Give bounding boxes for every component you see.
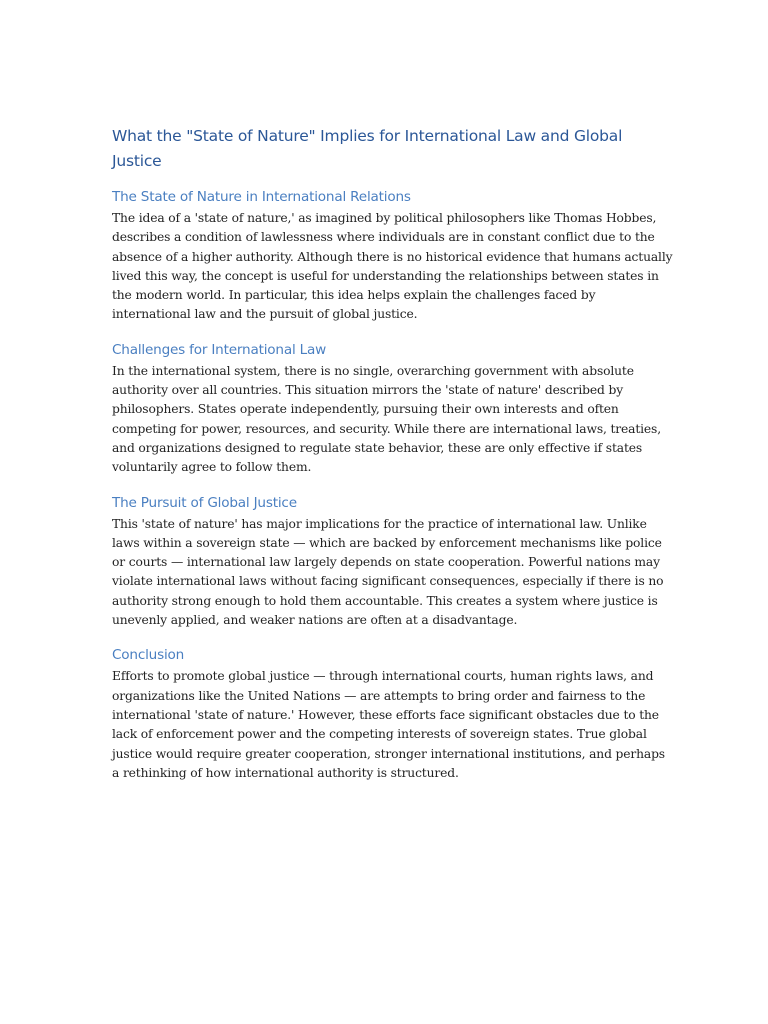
- section-paragraph: [112, 667, 665, 783]
- paragraph-line: voluntarily agree to follow them.: [112, 460, 312, 475]
- paragraph-line: laws within a sovereign state — which are backed by enforcement mechanisms like police: [112, 535, 662, 550]
- document-page: [112, 124, 673, 797]
- section-global-justice: [112, 492, 664, 631]
- paragraph-line: The idea of a 'state of nature,' as imagined by political philosophers like Thomas Hobbes,: [112, 211, 657, 225]
- section-state-of-nature: [112, 186, 673, 325]
- section-heading: Challenges for International Law: [112, 341, 327, 358]
- document-title: [112, 124, 652, 174]
- paragraph-line: Efforts to promote global justice — through international courts, human rights laws, and: [112, 669, 654, 684]
- paragraph-line: authority strong enough to hold them accountable. This creates a system where justice is: [112, 593, 658, 608]
- paragraph-line: a rethinking of how international authority is structured.: [112, 765, 459, 780]
- paragraph-line: the modern world. In particular, this idea helps explain the challenges faced by: [112, 288, 596, 303]
- paragraph-line: competing for power, resources, and security. While there are international laws, treaties,: [112, 421, 661, 436]
- paragraph-line: or courts — international law largely depends on state cooperation. Powerful nations may: [112, 555, 660, 570]
- section-heading: The Pursuit of Global Justice: [112, 494, 297, 511]
- paragraph-line: authority over all countries. This situation mirrors the 'state of nature' described by: [112, 383, 624, 398]
- paragraph-line: organizations like the United Nations — are attempts to bring order and fairness to the: [112, 688, 646, 703]
- paragraph-line: unevenly applied, and weaker nations are often at a disadvantage.: [112, 613, 518, 628]
- paragraph-line: absence of a higher authority. Although there is no historical evidence that humans actually: [112, 249, 673, 264]
- paragraph-line: lack of enforcement power and the competing interests of sovereign states. True global: [112, 727, 647, 742]
- paragraph-line: international 'state of nature.' However, these efforts face significant obstacles due to the: [112, 707, 659, 722]
- paragraph-line: This 'state of nature' has major implications for the practice of international law. Unlike: [112, 516, 647, 531]
- section-challenges: [112, 339, 661, 478]
- section-heading: The State of Nature in International Relations: [112, 189, 411, 205]
- section-conclusion: [112, 644, 665, 783]
- document-title-line: What the "State of Nature" Implies for International Law and Global: [112, 127, 623, 145]
- paragraph-line: In the international system, there is no single, overarching government with absolute: [112, 363, 634, 378]
- paragraph-line: international law and the pursuit of global justice.: [112, 307, 418, 322]
- paragraph-line: describes a condition of lawlessness where individuals are in constant conflict due to the: [112, 230, 655, 245]
- paragraph-line: violate international laws without facing significant consequences, especially if there is no: [112, 574, 664, 589]
- section-heading: Conclusion: [112, 647, 185, 664]
- paragraph-line: lived this way, the concept is useful for understanding the relationships between states in: [112, 268, 659, 283]
- paragraph-line: and organizations designed to regulate state behavior, these are only effective if states: [112, 440, 643, 455]
- section-paragraph: [112, 362, 661, 478]
- paragraph-line: justice would require greater cooperation, stronger international institutions, and perhaps: [112, 746, 665, 761]
- document-title-line: Justice: [112, 152, 162, 170]
- section-paragraph: [112, 209, 673, 325]
- paragraph-line: philosophers. States operate independently, pursuing their own interests and often: [112, 402, 619, 417]
- section-paragraph: [112, 515, 664, 631]
